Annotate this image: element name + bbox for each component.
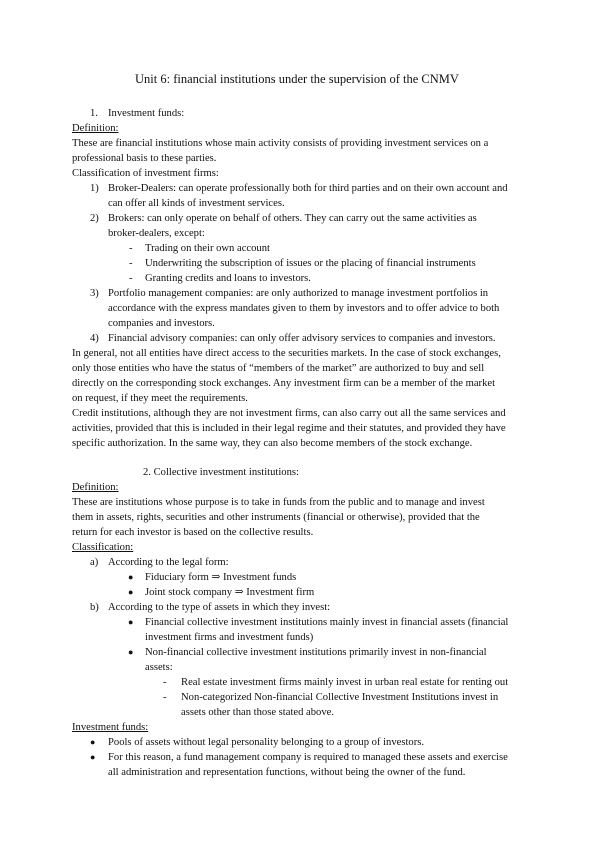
list-item: Pools of assets without legal personality belonging to a group of investors. <box>108 737 425 748</box>
bullet-marker: ● <box>128 617 134 627</box>
paragraph-line: only those entities who have the status of “members of the market” are authorized to buy and sell <box>72 363 485 374</box>
definition-text: them in assets, rights, securities and other instruments (financial or otherwise), provided that the <box>72 512 480 523</box>
sub-sub-list-item: assets other than those stated above. <box>181 707 334 718</box>
definition-label: Definition: <box>72 123 119 134</box>
bullet-marker: ● <box>128 572 134 582</box>
definition-label: Definition: <box>72 482 119 493</box>
dash-marker: - <box>129 243 133 254</box>
list-item: broker-dealers, except: <box>108 228 205 239</box>
classification-label: Classification: <box>72 542 134 553</box>
paragraph-line: on request, if they meet the requirements. <box>72 393 248 404</box>
bullet-marker: ● <box>90 752 96 762</box>
section-heading: Investment funds: <box>108 108 185 119</box>
list-item: accordance with the express mandates given to them by investors and to offer advice to both <box>108 303 500 314</box>
paragraph-line: Credit institutions, although they are not investment firms, can also carry out all the same services and <box>72 408 506 419</box>
bullet-marker: ● <box>128 587 134 597</box>
list-marker: 4) <box>90 333 99 344</box>
sub-list-item: Underwriting the subscription of issues or the placing of financial instruments <box>145 258 476 269</box>
sub-list-item: assets: <box>145 662 173 673</box>
sub-list-item: Financial collective investment institutions mainly invest in financial assets (financial <box>145 617 509 628</box>
dash-marker: - <box>129 273 133 284</box>
definition-text: These are institutions whose purpose is to take in funds from the public and to manage and invest <box>72 497 485 508</box>
paragraph-line: directly on the corresponding stock exchanges. Any investment firm can be a member of the market <box>72 378 496 389</box>
section-heading: 2. Collective investment institutions: <box>143 467 299 478</box>
definition-text: professional basis to these parties. <box>72 153 217 164</box>
definition-text: These are financial institutions whose main activity consists of providing investment services on a <box>72 138 489 149</box>
list-marker: a) <box>90 557 99 568</box>
investment-funds-label: Investment funds: <box>72 722 149 733</box>
sub-list-item: Granting credits and loans to investors. <box>145 273 311 284</box>
list-item: According to the type of assets in which they invest: <box>108 602 331 613</box>
sub-sub-list-item: Real estate investment firms mainly invest in urban real estate for renting out <box>181 677 509 688</box>
classification-label: Classification of investment firms: <box>72 168 219 179</box>
list-item: Broker-Dealers: can operate professionally both for third parties and on their own account and <box>108 183 508 194</box>
section-number: 1. <box>90 108 98 119</box>
list-item: all administration and representation functions, without being the owner of the fund. <box>108 767 466 778</box>
list-marker: 2) <box>90 213 99 224</box>
bullet-marker: ● <box>90 737 96 747</box>
paragraph-line: specific authorization. In the same way, they can also become members of the stock exchange. <box>72 438 473 449</box>
sub-list-item: Non-financial collective investment institutions primarily invest in non-financial <box>145 647 487 658</box>
list-marker: b) <box>90 602 99 613</box>
dash-marker: - <box>129 258 133 269</box>
list-item: can offer all kinds of investment services. <box>108 198 285 209</box>
sub-list-item: Joint stock company ⇒ Investment firm <box>145 587 315 598</box>
list-item: Brokers: can only operate on behalf of others. They can carry out the same activities as <box>108 213 477 224</box>
list-item: Portfolio management companies: are only authorized to manage investment portfolios in <box>108 288 489 299</box>
sub-list-item: investment firms and investment funds) <box>145 632 314 643</box>
document-title: Unit 6: financial institutions under the supervision of the CNMV <box>135 72 459 86</box>
sub-list-item: Fiduciary form ⇒ Investment funds <box>145 572 297 583</box>
paragraph-line: activities, provided that this is included in their legal regime and their statutes, and provided they have <box>72 423 506 434</box>
dash-marker: - <box>163 677 167 688</box>
sub-list-item: Trading on their own account <box>145 243 270 254</box>
list-item: companies and investors. <box>108 318 215 329</box>
paragraph-line: In general, not all entities have direct access to the securities markets. In the case of stock exchanges, <box>72 348 501 359</box>
dash-marker: - <box>163 692 167 703</box>
definition-text: return for each investor is based on the collective results. <box>72 527 314 538</box>
sub-sub-list-item: Non-categorized Non-financial Collective Investment Institutions invest in <box>181 692 499 703</box>
list-marker: 1) <box>90 183 99 194</box>
list-item: Financial advisory companies: can only offer advisory services to companies and investors. <box>108 333 496 344</box>
list-item: For this reason, a fund management company is required to managed these assets and exercise <box>108 752 508 763</box>
list-marker: 3) <box>90 288 99 299</box>
bullet-marker: ● <box>128 647 134 657</box>
list-item: According to the legal form: <box>108 557 229 568</box>
